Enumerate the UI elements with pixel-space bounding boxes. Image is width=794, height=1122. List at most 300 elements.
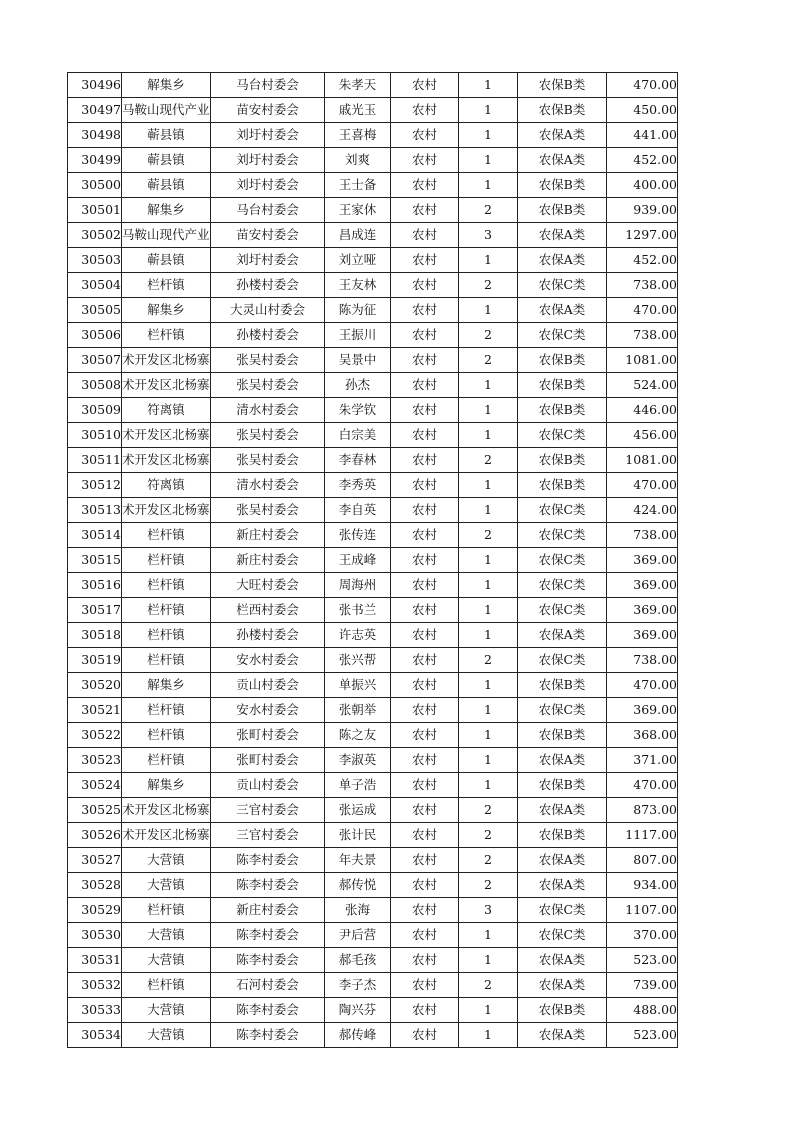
village-cell: 孙楼村委会 <box>211 323 325 348</box>
record-id-cell: 30521 <box>68 698 122 723</box>
table-row <box>68 73 678 98</box>
name-cell: 周海州 <box>325 573 391 598</box>
table-row <box>68 848 678 873</box>
insurance-category-cell: 农保C类 <box>518 498 607 523</box>
insurance-category-cell: 农保B类 <box>518 998 607 1023</box>
member-count-cell: 1 <box>459 148 518 173</box>
amount-cell: 452.00 <box>607 248 678 273</box>
town-cell: 大营镇 <box>122 923 211 948</box>
record-id-cell: 30516 <box>68 573 122 598</box>
village-cell: 清水村委会 <box>211 398 325 423</box>
household-type-cell: 农村 <box>391 623 459 648</box>
household-type-cell: 农村 <box>391 123 459 148</box>
household-type-cell: 农村 <box>391 798 459 823</box>
name-cell: 王成峰 <box>325 548 391 573</box>
member-count-cell: 1 <box>459 548 518 573</box>
town-cell: 大营镇 <box>122 998 211 1023</box>
record-id-cell: 30515 <box>68 548 122 573</box>
village-cell: 孙楼村委会 <box>211 623 325 648</box>
name-cell: 昌成连 <box>325 223 391 248</box>
insurance-category-cell: 农保A类 <box>518 223 607 248</box>
insurance-category-cell: 农保A类 <box>518 873 607 898</box>
village-cell: 新庄村委会 <box>211 898 325 923</box>
amount-cell: 371.00 <box>607 748 678 773</box>
table-row <box>68 423 678 448</box>
name-cell: 朱学钦 <box>325 398 391 423</box>
table-row <box>68 573 678 598</box>
record-id-cell: 30533 <box>68 998 122 1023</box>
town-cell: 大营镇 <box>122 948 211 973</box>
town-cell: 马鞍山现代产业 <box>122 223 211 248</box>
insurance-category-cell: 农保C类 <box>518 548 607 573</box>
record-id-cell: 30517 <box>68 598 122 623</box>
amount-cell: 488.00 <box>607 998 678 1023</box>
amount-cell: 1297.00 <box>607 223 678 248</box>
household-type-cell: 农村 <box>391 723 459 748</box>
amount-cell: 1081.00 <box>607 448 678 473</box>
member-count-cell: 1 <box>459 573 518 598</box>
amount-cell: 368.00 <box>607 723 678 748</box>
member-count-cell: 2 <box>459 348 518 373</box>
town-cell: 术开发区北杨寨 <box>122 798 211 823</box>
amount-cell: 523.00 <box>607 948 678 973</box>
insurance-category-cell: 农保A类 <box>518 848 607 873</box>
name-cell: 张传连 <box>325 523 391 548</box>
insurance-category-cell: 农保B类 <box>518 373 607 398</box>
table-row <box>68 798 678 823</box>
household-type-cell: 农村 <box>391 173 459 198</box>
village-cell: 刘圩村委会 <box>211 173 325 198</box>
member-count-cell: 2 <box>459 798 518 823</box>
household-type-cell: 农村 <box>391 823 459 848</box>
insurance-category-cell: 农保C类 <box>518 273 607 298</box>
town-cell: 栏杆镇 <box>122 723 211 748</box>
name-cell: 王士备 <box>325 173 391 198</box>
household-type-cell: 农村 <box>391 998 459 1023</box>
name-cell: 陈之友 <box>325 723 391 748</box>
household-type-cell: 农村 <box>391 298 459 323</box>
household-type-cell: 农村 <box>391 148 459 173</box>
name-cell: 张计民 <box>325 823 391 848</box>
name-cell: 王振川 <box>325 323 391 348</box>
amount-cell: 738.00 <box>607 523 678 548</box>
amount-cell: 470.00 <box>607 298 678 323</box>
insurance-category-cell: 农保A类 <box>518 298 607 323</box>
record-id-cell: 30528 <box>68 873 122 898</box>
village-cell: 大灵山村委会 <box>211 298 325 323</box>
member-count-cell: 2 <box>459 823 518 848</box>
town-cell: 蕲县镇 <box>122 248 211 273</box>
name-cell: 尹后营 <box>325 923 391 948</box>
name-cell: 许志英 <box>325 623 391 648</box>
table-row <box>68 298 678 323</box>
table-row <box>68 673 678 698</box>
amount-cell: 524.00 <box>607 373 678 398</box>
name-cell: 单振兴 <box>325 673 391 698</box>
member-count-cell: 1 <box>459 598 518 623</box>
town-cell: 蕲县镇 <box>122 148 211 173</box>
table-row <box>68 998 678 1023</box>
record-id-cell: 30500 <box>68 173 122 198</box>
member-count-cell: 2 <box>459 523 518 548</box>
insurance-category-cell: 农保C类 <box>518 923 607 948</box>
insurance-category-cell: 农保B类 <box>518 473 607 498</box>
village-cell: 陈李村委会 <box>211 848 325 873</box>
table-row <box>68 498 678 523</box>
amount-cell: 446.00 <box>607 398 678 423</box>
amount-cell: 738.00 <box>607 648 678 673</box>
record-id-cell: 30518 <box>68 623 122 648</box>
insurance-category-cell: 农保A类 <box>518 248 607 273</box>
member-count-cell: 1 <box>459 948 518 973</box>
insurance-category-cell: 农保B类 <box>518 198 607 223</box>
household-type-cell: 农村 <box>391 573 459 598</box>
household-type-cell: 农村 <box>391 548 459 573</box>
table-row <box>68 648 678 673</box>
table-row <box>68 723 678 748</box>
town-cell: 蕲县镇 <box>122 123 211 148</box>
insurance-category-cell: 农保C类 <box>518 698 607 723</box>
record-id-cell: 30498 <box>68 123 122 148</box>
village-cell: 刘圩村委会 <box>211 248 325 273</box>
record-id-cell: 30497 <box>68 98 122 123</box>
village-cell: 刘圩村委会 <box>211 123 325 148</box>
record-id-cell: 30499 <box>68 148 122 173</box>
household-type-cell: 农村 <box>391 73 459 98</box>
village-cell: 新庄村委会 <box>211 548 325 573</box>
town-cell: 栏杆镇 <box>122 648 211 673</box>
member-count-cell: 3 <box>459 223 518 248</box>
amount-cell: 452.00 <box>607 148 678 173</box>
insurance-category-cell: 农保C类 <box>518 523 607 548</box>
member-count-cell: 1 <box>459 1023 518 1048</box>
record-id-cell: 30506 <box>68 323 122 348</box>
amount-cell: 369.00 <box>607 698 678 723</box>
town-cell: 解集乡 <box>122 298 211 323</box>
village-cell: 苗安村委会 <box>211 98 325 123</box>
insurance-category-cell: 农保C类 <box>518 598 607 623</box>
record-id-cell: 30507 <box>68 348 122 373</box>
village-cell: 张吴村委会 <box>211 348 325 373</box>
village-cell: 大旺村委会 <box>211 573 325 598</box>
name-cell: 李春林 <box>325 448 391 473</box>
name-cell: 张朝举 <box>325 698 391 723</box>
amount-cell: 939.00 <box>607 198 678 223</box>
town-cell: 术开发区北杨寨 <box>122 373 211 398</box>
amount-cell: 470.00 <box>607 673 678 698</box>
amount-cell: 470.00 <box>607 473 678 498</box>
village-cell: 安水村委会 <box>211 648 325 673</box>
insurance-category-cell: 农保A类 <box>518 123 607 148</box>
name-cell: 王喜梅 <box>325 123 391 148</box>
amount-cell: 369.00 <box>607 548 678 573</box>
household-type-cell: 农村 <box>391 873 459 898</box>
table-row <box>68 223 678 248</box>
village-cell: 张吴村委会 <box>211 498 325 523</box>
member-count-cell: 1 <box>459 73 518 98</box>
town-cell: 大营镇 <box>122 1023 211 1048</box>
insurance-category-cell: 农保C类 <box>518 573 607 598</box>
table-row <box>68 773 678 798</box>
amount-cell: 400.00 <box>607 173 678 198</box>
amount-cell: 369.00 <box>607 623 678 648</box>
insurance-category-cell: 农保B类 <box>518 823 607 848</box>
amount-cell: 934.00 <box>607 873 678 898</box>
amount-cell: 1107.00 <box>607 898 678 923</box>
village-cell: 清水村委会 <box>211 473 325 498</box>
table-row <box>68 123 678 148</box>
amount-cell: 450.00 <box>607 98 678 123</box>
name-cell: 张兴帮 <box>325 648 391 673</box>
household-type-cell: 农村 <box>391 98 459 123</box>
name-cell: 单子浩 <box>325 773 391 798</box>
household-type-cell: 农村 <box>391 773 459 798</box>
table-row <box>68 748 678 773</box>
household-type-cell: 农村 <box>391 1023 459 1048</box>
table-row <box>68 398 678 423</box>
table-row <box>68 273 678 298</box>
town-cell: 栏杆镇 <box>122 748 211 773</box>
record-id-cell: 30524 <box>68 773 122 798</box>
town-cell: 术开发区北杨寨 <box>122 348 211 373</box>
town-cell: 栏杆镇 <box>122 523 211 548</box>
insurance-category-cell: 农保A类 <box>518 1023 607 1048</box>
village-cell: 马台村委会 <box>211 198 325 223</box>
household-type-cell: 农村 <box>391 598 459 623</box>
name-cell: 戚光玉 <box>325 98 391 123</box>
amount-cell: 738.00 <box>607 323 678 348</box>
name-cell: 李子杰 <box>325 973 391 998</box>
member-count-cell: 2 <box>459 448 518 473</box>
name-cell: 陈为征 <box>325 298 391 323</box>
household-type-cell: 农村 <box>391 248 459 273</box>
member-count-cell: 1 <box>459 98 518 123</box>
town-cell: 栏杆镇 <box>122 548 211 573</box>
name-cell: 陶兴芬 <box>325 998 391 1023</box>
member-count-cell: 1 <box>459 498 518 523</box>
name-cell: 张海 <box>325 898 391 923</box>
member-count-cell: 1 <box>459 123 518 148</box>
table-row <box>68 373 678 398</box>
insurance-category-cell: 农保B类 <box>518 173 607 198</box>
village-cell: 新庄村委会 <box>211 523 325 548</box>
insurance-category-cell: 农保B类 <box>518 723 607 748</box>
record-id-cell: 30531 <box>68 948 122 973</box>
household-type-cell: 农村 <box>391 848 459 873</box>
table-row <box>68 898 678 923</box>
table-row <box>68 448 678 473</box>
name-cell: 王家休 <box>325 198 391 223</box>
record-id-cell: 30501 <box>68 198 122 223</box>
amount-cell: 738.00 <box>607 273 678 298</box>
name-cell: 李自英 <box>325 498 391 523</box>
village-cell: 陈李村委会 <box>211 923 325 948</box>
town-cell: 大营镇 <box>122 848 211 873</box>
town-cell: 符离镇 <box>122 473 211 498</box>
amount-cell: 424.00 <box>607 498 678 523</box>
village-cell: 张吴村委会 <box>211 423 325 448</box>
household-type-cell: 农村 <box>391 348 459 373</box>
member-count-cell: 1 <box>459 248 518 273</box>
record-id-cell: 30527 <box>68 848 122 873</box>
insurance-category-cell: 农保C类 <box>518 648 607 673</box>
name-cell: 刘爽 <box>325 148 391 173</box>
table-row <box>68 873 678 898</box>
village-cell: 陈李村委会 <box>211 948 325 973</box>
member-count-cell: 1 <box>459 923 518 948</box>
member-count-cell: 3 <box>459 898 518 923</box>
town-cell: 马鞍山现代产业 <box>122 98 211 123</box>
insurance-category-cell: 农保A类 <box>518 148 607 173</box>
member-count-cell: 1 <box>459 473 518 498</box>
household-type-cell: 农村 <box>391 273 459 298</box>
household-type-cell: 农村 <box>391 323 459 348</box>
table-row <box>68 598 678 623</box>
name-cell: 吴景中 <box>325 348 391 373</box>
table-row <box>68 548 678 573</box>
name-cell: 郝传峰 <box>325 1023 391 1048</box>
village-cell: 三官村委会 <box>211 798 325 823</box>
table-row <box>68 473 678 498</box>
village-cell: 张町村委会 <box>211 748 325 773</box>
village-cell: 陈李村委会 <box>211 1023 325 1048</box>
records-table <box>67 72 678 1048</box>
town-cell: 栏杆镇 <box>122 573 211 598</box>
village-cell: 贡山村委会 <box>211 773 325 798</box>
household-type-cell: 农村 <box>391 948 459 973</box>
record-id-cell: 30525 <box>68 798 122 823</box>
table-row <box>68 148 678 173</box>
table-row <box>68 523 678 548</box>
amount-cell: 470.00 <box>607 773 678 798</box>
amount-cell: 1117.00 <box>607 823 678 848</box>
record-id-cell: 30510 <box>68 423 122 448</box>
household-type-cell: 农村 <box>391 198 459 223</box>
table-row <box>68 248 678 273</box>
town-cell: 蕲县镇 <box>122 173 211 198</box>
record-id-cell: 30509 <box>68 398 122 423</box>
name-cell: 郝传悦 <box>325 873 391 898</box>
member-count-cell: 1 <box>459 173 518 198</box>
town-cell: 解集乡 <box>122 673 211 698</box>
member-count-cell: 2 <box>459 848 518 873</box>
town-cell: 术开发区北杨寨 <box>122 823 211 848</box>
village-cell: 苗安村委会 <box>211 223 325 248</box>
household-type-cell: 农村 <box>391 648 459 673</box>
member-count-cell: 1 <box>459 698 518 723</box>
name-cell: 李淑英 <box>325 748 391 773</box>
name-cell: 年夫景 <box>325 848 391 873</box>
household-type-cell: 农村 <box>391 498 459 523</box>
name-cell: 白宗美 <box>325 423 391 448</box>
member-count-cell: 2 <box>459 973 518 998</box>
amount-cell: 456.00 <box>607 423 678 448</box>
town-cell: 栏杆镇 <box>122 273 211 298</box>
household-type-cell: 农村 <box>391 398 459 423</box>
table-row <box>68 623 678 648</box>
amount-cell: 369.00 <box>607 573 678 598</box>
town-cell: 栏杆镇 <box>122 698 211 723</box>
table-row <box>68 698 678 723</box>
table-row <box>68 98 678 123</box>
record-id-cell: 30502 <box>68 223 122 248</box>
household-type-cell: 农村 <box>391 448 459 473</box>
town-cell: 栏杆镇 <box>122 898 211 923</box>
village-cell: 栏西村委会 <box>211 598 325 623</box>
amount-cell: 470.00 <box>607 73 678 98</box>
name-cell: 朱孝天 <box>325 73 391 98</box>
record-id-cell: 30523 <box>68 748 122 773</box>
record-id-cell: 30519 <box>68 648 122 673</box>
household-type-cell: 农村 <box>391 673 459 698</box>
member-count-cell: 1 <box>459 423 518 448</box>
record-id-cell: 30522 <box>68 723 122 748</box>
record-id-cell: 30520 <box>68 673 122 698</box>
amount-cell: 441.00 <box>607 123 678 148</box>
name-cell: 孙杰 <box>325 373 391 398</box>
member-count-cell: 1 <box>459 373 518 398</box>
table-body <box>68 73 678 1048</box>
name-cell: 郝毛孩 <box>325 948 391 973</box>
insurance-category-cell: 农保A类 <box>518 623 607 648</box>
name-cell: 张运成 <box>325 798 391 823</box>
member-count-cell: 1 <box>459 298 518 323</box>
table-row <box>68 823 678 848</box>
member-count-cell: 1 <box>459 723 518 748</box>
insurance-category-cell: 农保C类 <box>518 423 607 448</box>
table-row <box>68 173 678 198</box>
insurance-category-cell: 农保B类 <box>518 98 607 123</box>
insurance-category-cell: 农保B类 <box>518 773 607 798</box>
record-id-cell: 30505 <box>68 298 122 323</box>
member-count-cell: 2 <box>459 648 518 673</box>
household-type-cell: 农村 <box>391 423 459 448</box>
amount-cell: 873.00 <box>607 798 678 823</box>
insurance-category-cell: 农保B类 <box>518 398 607 423</box>
village-cell: 陈李村委会 <box>211 873 325 898</box>
village-cell: 张吴村委会 <box>211 373 325 398</box>
household-type-cell: 农村 <box>391 223 459 248</box>
village-cell: 安水村委会 <box>211 698 325 723</box>
amount-cell: 370.00 <box>607 923 678 948</box>
member-count-cell: 1 <box>459 998 518 1023</box>
town-cell: 术开发区北杨寨 <box>122 423 211 448</box>
amount-cell: 739.00 <box>607 973 678 998</box>
name-cell: 王友林 <box>325 273 391 298</box>
insurance-category-cell: 农保B类 <box>518 348 607 373</box>
village-cell: 贡山村委会 <box>211 673 325 698</box>
record-id-cell: 30508 <box>68 373 122 398</box>
record-id-cell: 30514 <box>68 523 122 548</box>
village-cell: 张町村委会 <box>211 723 325 748</box>
town-cell: 栏杆镇 <box>122 598 211 623</box>
amount-cell: 523.00 <box>607 1023 678 1048</box>
member-count-cell: 2 <box>459 273 518 298</box>
town-cell: 解集乡 <box>122 73 211 98</box>
table-row <box>68 198 678 223</box>
insurance-category-cell: 农保A类 <box>518 948 607 973</box>
town-cell: 术开发区北杨寨 <box>122 498 211 523</box>
village-cell: 陈李村委会 <box>211 998 325 1023</box>
village-cell: 孙楼村委会 <box>211 273 325 298</box>
record-id-cell: 30512 <box>68 473 122 498</box>
household-type-cell: 农村 <box>391 748 459 773</box>
town-cell: 栏杆镇 <box>122 623 211 648</box>
insurance-category-cell: 农保B类 <box>518 673 607 698</box>
table-row <box>68 348 678 373</box>
village-cell: 张吴村委会 <box>211 448 325 473</box>
town-cell: 符离镇 <box>122 398 211 423</box>
